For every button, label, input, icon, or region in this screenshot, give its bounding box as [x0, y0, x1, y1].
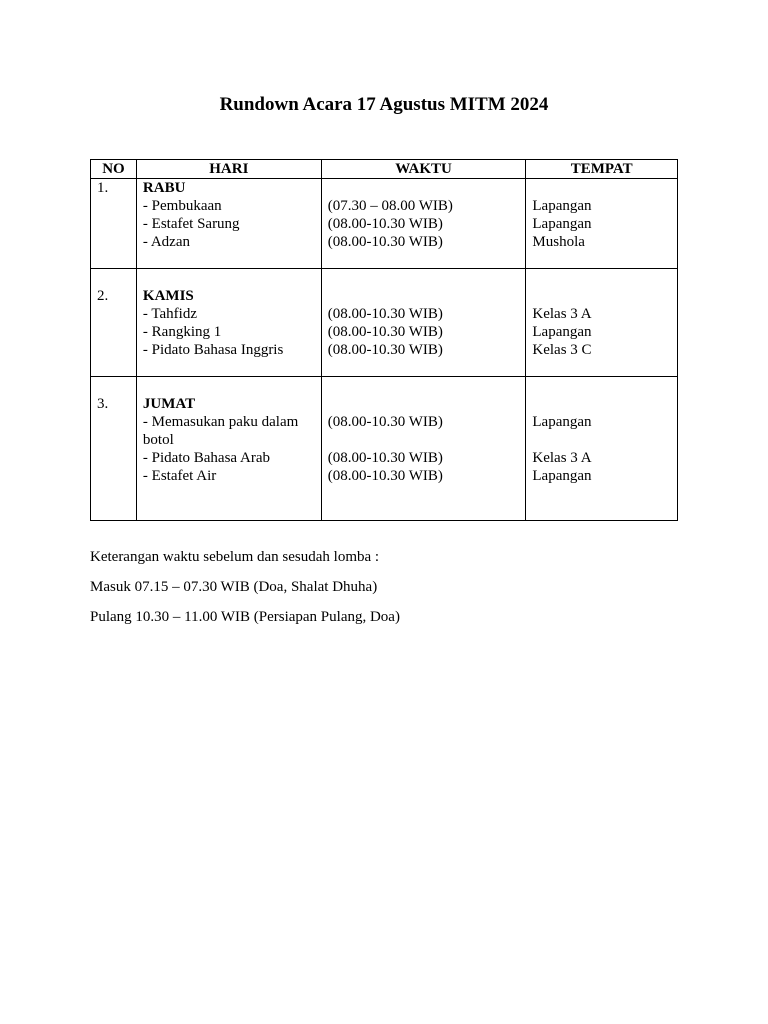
place-item: Kelas 3 A [532, 450, 592, 466]
event-item: - Rangking 1 [142, 324, 222, 340]
place-item: Kelas 3 A [532, 306, 592, 322]
row-number-text: 2. [97, 288, 109, 304]
day-cell [136, 377, 321, 521]
notes-heading: Keterangan waktu sebelum dan sesudah lomba : [90, 549, 380, 565]
place-item: Kelas 3 C [532, 342, 592, 358]
day-cell [136, 179, 321, 269]
time-item: (08.00-10.30 WIB) [327, 450, 443, 466]
header-no: NO [91, 160, 137, 179]
place-item: Mushola [532, 234, 585, 250]
time-cell [321, 269, 526, 377]
page-title: Rundown Acara 17 Agustus MITM 2024 [219, 94, 549, 115]
time-cell [321, 377, 526, 521]
notes-pulang: Pulang 10.30 – 11.00 WIB (Persiapan Pulang, Doa) [90, 609, 400, 625]
event-item: - Adzan [142, 234, 190, 250]
table-row [91, 377, 678, 521]
time-item: (07.30 – 08.00 WIB) [327, 198, 453, 214]
row-number [91, 377, 137, 521]
table-header-row [91, 160, 678, 179]
event-item: - Pembukaan [142, 198, 222, 214]
day-name: JUMAT [142, 396, 196, 412]
event-item: - Pidato Bahasa Arab [142, 450, 270, 466]
time-cell [321, 179, 526, 269]
event-item: - Estafet Air [142, 468, 217, 484]
time-item: (08.00-10.30 WIB) [327, 414, 443, 430]
place-item: Lapangan [532, 468, 592, 484]
table-row [91, 179, 678, 269]
time-item: (08.00-10.30 WIB) [327, 234, 443, 250]
row-number-text: 1. [97, 180, 109, 196]
event-item: - Memasukan paku dalam botol [142, 414, 299, 448]
place-cell [526, 179, 678, 269]
time-item: (08.00-10.30 WIB) [327, 306, 443, 322]
time-item: (08.00-10.30 WIB) [327, 324, 443, 340]
time-item: (08.00-10.30 WIB) [327, 342, 443, 358]
place-item: Lapangan [532, 216, 592, 232]
event-item: - Estafet Sarung [142, 216, 240, 232]
header-waktu: WAKTU [321, 160, 526, 179]
rundown-table [90, 159, 678, 521]
place-cell [526, 269, 678, 377]
place-cell [526, 377, 678, 521]
header-hari: HARI [136, 160, 321, 179]
time-item: (08.00-10.30 WIB) [327, 216, 443, 232]
event-item: - Pidato Bahasa Inggris [142, 342, 284, 358]
row-number [91, 179, 137, 269]
day-cell [136, 269, 321, 377]
row-number-text: 3. [97, 396, 109, 412]
table-row [91, 269, 678, 377]
notes-masuk: Masuk 07.15 – 07.30 WIB (Doa, Shalat Dhuha) [90, 579, 378, 595]
notes-section [90, 548, 400, 638]
event-item: - Tahfidz [142, 306, 197, 322]
row-number [91, 269, 137, 377]
header-tempat: TEMPAT [526, 160, 678, 179]
place-item: Lapangan [532, 414, 592, 430]
place-item: Lapangan [532, 198, 592, 214]
place-item: Lapangan [532, 324, 592, 340]
day-name: RABU [142, 180, 186, 196]
day-name: KAMIS [142, 288, 194, 304]
time-item: (08.00-10.30 WIB) [327, 468, 443, 484]
